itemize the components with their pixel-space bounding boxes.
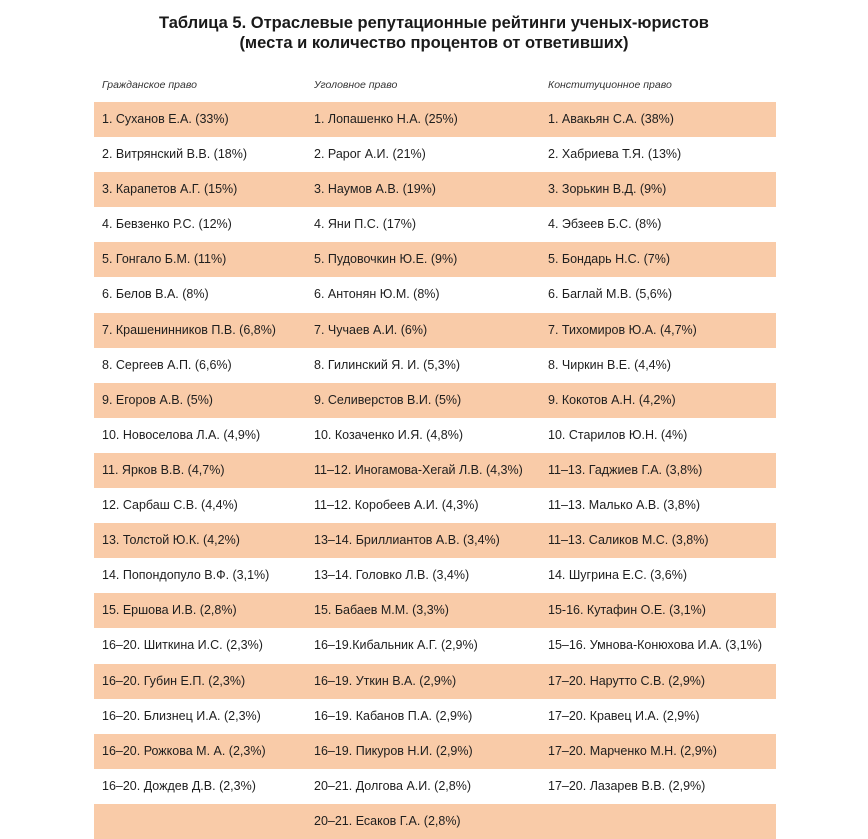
table-cell-constitutional-law: 17–20. Кравец И.А. (2,9%) xyxy=(548,708,700,723)
table-cell-constitutional-law: 14. Шугрина Е.С. (3,6%) xyxy=(548,568,687,583)
table-cell-criminal-law: 13–14. Головко Л.В. (3,4%) xyxy=(314,568,470,583)
table-row xyxy=(94,593,776,628)
table-cell-criminal-law: 13–14. Бриллиантов А.В. (3,4%) xyxy=(314,533,500,548)
table-cell-constitutional-law: 6. Баглай М.В. (5,6%) xyxy=(548,287,673,302)
table-cell-constitutional-law: 11–13. Гаджиев Г.А. (3,8%) xyxy=(548,462,703,477)
table-cell-criminal-law: 11–12. Коробеев А.И. (4,3%) xyxy=(314,498,479,513)
table-cell-constitutional-law: 17–20. Марченко М.Н. (2,9%) xyxy=(548,743,717,758)
table-row xyxy=(94,488,776,523)
table-row xyxy=(94,102,776,137)
table-cell-constitutional-law: 7. Тихомиров Ю.А. (4,7%) xyxy=(548,322,697,337)
table-cell-constitutional-law: 3. Зорькин В.Д. (9%) xyxy=(548,182,667,197)
table-cell-constitutional-law: 8. Чиркин В.Е. (4,4%) xyxy=(548,357,671,372)
table-row xyxy=(94,277,776,312)
table-row xyxy=(94,137,776,172)
table-cell-civil-law: 16–20. Близнец И.А. (2,3%) xyxy=(102,708,261,723)
table-cell-constitutional-law: 10. Старилов Ю.Н. (4%) xyxy=(548,427,688,442)
table-cell-civil-law: 15. Ершова И.В. (2,8%) xyxy=(102,603,237,618)
table-cell-criminal-law: 11–12. Иногамова-Хегай Л.В. (4,3%) xyxy=(314,462,523,477)
table-cell-civil-law: 16–20. Рожкова М. А. (2,3%) xyxy=(102,743,266,758)
table-cell-criminal-law: 6. Антонян Ю.М. (8%) xyxy=(314,287,440,302)
table-cell-civil-law: 14. Попондопуло В.Ф. (3,1%) xyxy=(102,568,270,583)
table-cell-criminal-law: 16–19. Кабанов П.А. (2,9%) xyxy=(314,708,473,723)
table-row xyxy=(94,383,776,418)
table-cell-constitutional-law: 17–20. Нарутто С.В. (2,9%) xyxy=(548,673,706,688)
table-row xyxy=(94,628,776,663)
table-row xyxy=(94,804,776,839)
table-cell-civil-law: 12. Сарбаш С.В. (4,4%) xyxy=(102,498,238,513)
table-cell-criminal-law: 16–19. Уткин В.А. (2,9%) xyxy=(314,673,457,688)
table-cell-civil-law: 1. Суханов Е.А. (33%) xyxy=(102,112,229,126)
table-row xyxy=(94,734,776,769)
table-title-line-1: Таблица 5. Отраслевые репутационные рейтинги ученых-юристов xyxy=(159,14,709,32)
table-row xyxy=(94,769,776,804)
table-cell-civil-law: 16–20. Губин Е.П. (2,3%) xyxy=(102,673,246,688)
table-row xyxy=(94,418,776,453)
table-cell-criminal-law: 16–19. Пикуров Н.И. (2,9%) xyxy=(314,743,473,758)
column-header-criminal-law: Уголовное право xyxy=(314,79,398,91)
column-header-constitutional-law: Конституционное право xyxy=(548,79,672,91)
table-row xyxy=(94,242,776,277)
column-headers xyxy=(94,79,776,95)
table-row xyxy=(94,699,776,734)
table-cell-constitutional-law: 15–16. Умнова-Конюхова И.А. (3,1%) xyxy=(548,638,763,653)
table-cell-criminal-law: 4. Яни П.С. (17%) xyxy=(314,217,417,232)
table-cell-constitutional-law: 1. Авакьян С.А. (38%) xyxy=(548,112,674,126)
table-cell-criminal-law: 15. Бабаев М.М. (3,3%) xyxy=(314,603,449,618)
table-cell-constitutional-law: 11–13. Малько А.В. (3,8%) xyxy=(548,498,701,513)
table-cell-constitutional-law: 4. Эбзеев Б.С. (8%) xyxy=(548,217,662,232)
table-cell-civil-law: 16–20. Шиткина И.С. (2,3%) xyxy=(102,638,263,653)
table-cell-criminal-law: 2. Рарог А.И. (21%) xyxy=(314,147,426,162)
table-cell-civil-law: 3. Карапетов А.Г. (15%) xyxy=(102,182,238,197)
table-cell-civil-law: 5. Гонгало Б.М. (11%) xyxy=(102,252,227,267)
table-cell-civil-law: 13. Толстой Ю.К. (4,2%) xyxy=(102,533,240,548)
column-header-civil-law: Гражданское право xyxy=(102,79,197,91)
table-cell-criminal-law: 7. Чучаев А.И. (6%) xyxy=(314,322,428,337)
table-cell-civil-law: 9. Егоров А.В. (5%) xyxy=(102,392,213,407)
table-cell-civil-law: 16–20. Дождев Д.В. (2,3%) xyxy=(102,778,256,793)
table-row xyxy=(94,172,776,207)
table-cell-civil-law: 6. Белов В.А. (8%) xyxy=(102,287,209,302)
table-title xyxy=(0,13,868,53)
table-cell-civil-law: 7. Крашенинников П.В. (6,8%) xyxy=(102,322,276,337)
table-cell-criminal-law: 5. Пудовочкин Ю.Е. (9%) xyxy=(314,252,458,267)
table-cell-constitutional-law: 9. Кокотов А.Н. (4,2%) xyxy=(548,392,676,407)
table-cell-constitutional-law: 2. Хабриева Т.Я. (13%) xyxy=(548,147,682,162)
table-cell-criminal-law: 20–21. Есаков Г.А. (2,8%) xyxy=(314,813,461,828)
table-cell-constitutional-law: 5. Бондарь Н.С. (7%) xyxy=(548,252,671,267)
rating-table xyxy=(94,102,776,839)
table-cell-criminal-law: 10. Козаченко И.Я. (4,8%) xyxy=(314,427,463,442)
table-title-line-2: (места и количество процентов от ответивших) xyxy=(239,34,629,52)
table-row xyxy=(94,523,776,558)
table-row xyxy=(94,348,776,383)
table-row xyxy=(94,664,776,699)
table-cell-constitutional-law: 11–13. Саликов М.С. (3,8%) xyxy=(548,533,709,548)
table-row xyxy=(94,207,776,242)
table-cell-criminal-law: 9. Селиверстов В.И. (5%) xyxy=(314,392,462,407)
table-cell-criminal-law: 1. Лопашенко Н.А. (25%) xyxy=(314,112,458,126)
table-cell-constitutional-law: 17–20. Лазарев В.В. (2,9%) xyxy=(548,778,706,793)
table-cell-civil-law: 8. Сергеев А.П. (6,6%) xyxy=(102,357,232,372)
table-cell-civil-law: 4. Бевзенко Р.С. (12%) xyxy=(102,217,232,232)
table-row xyxy=(94,313,776,348)
table-cell-civil-law: 10. Новоселова Л.А. (4,9%) xyxy=(102,427,261,442)
table-cell-civil-law: 2. Витрянский В.В. (18%) xyxy=(102,147,248,162)
table-cell-criminal-law: 16–19.Кибальник А.Г. (2,9%) xyxy=(314,638,478,653)
table-cell-criminal-law: 3. Наумов А.В. (19%) xyxy=(314,182,436,197)
table-row xyxy=(94,558,776,593)
table-row xyxy=(94,453,776,488)
table-cell-civil-law: 11. Ярков В.В. (4,7%) xyxy=(102,462,225,477)
table-cell-constitutional-law: 15-16. Кутафин О.Е. (3,1%) xyxy=(548,603,706,618)
table-cell-criminal-law: 8. Гилинский Я. И. (5,3%) xyxy=(314,357,461,372)
table-cell-criminal-law: 20–21. Долгова А.И. (2,8%) xyxy=(314,778,472,793)
